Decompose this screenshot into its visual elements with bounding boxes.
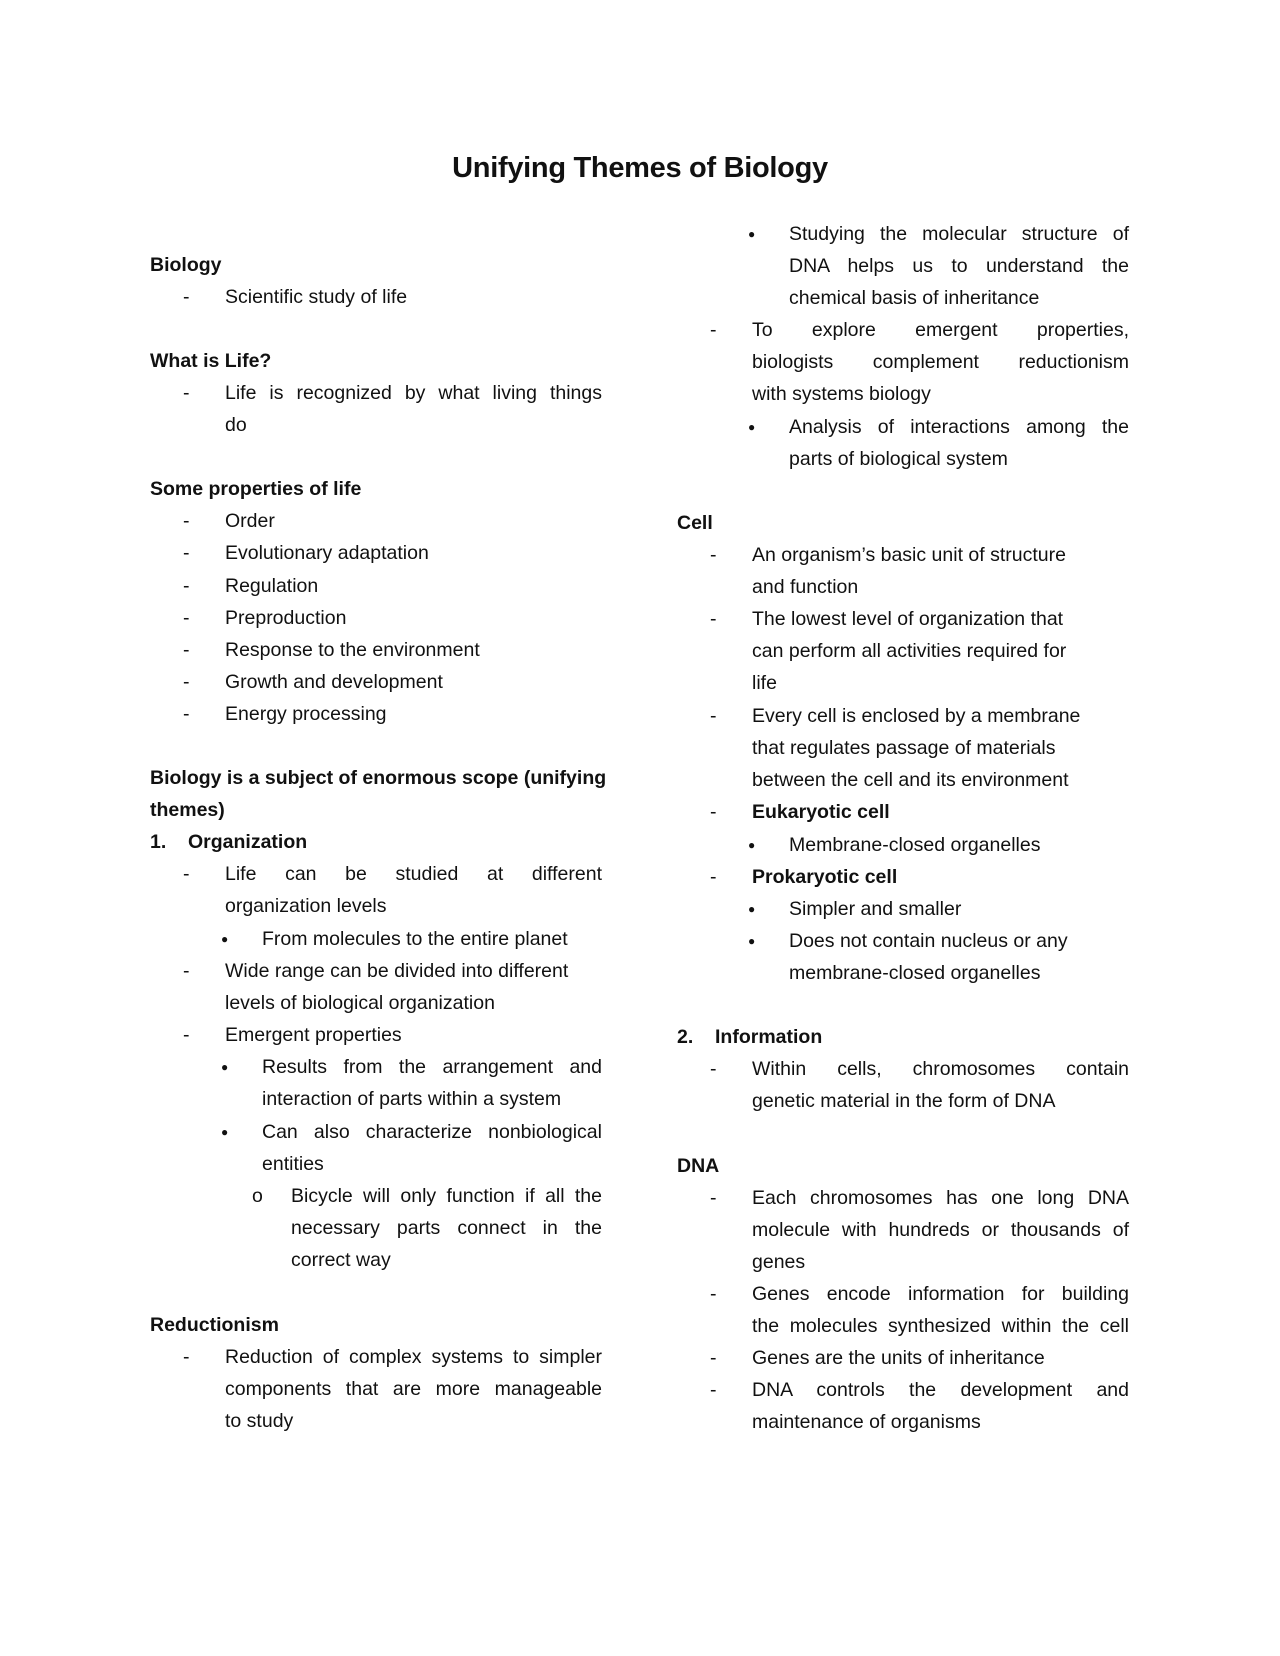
dash-marker: - — [183, 960, 190, 982]
list-item-text: genetic material in the form of DNA — [752, 1090, 1056, 1112]
list-item-text: levels of biological organization — [225, 992, 495, 1014]
bullet-icon: ● — [748, 420, 756, 434]
dash-marker: - — [183, 1024, 190, 1046]
list-item-text: Eukaryotic cell — [752, 801, 890, 823]
section-heading: Biology — [150, 254, 222, 276]
list-item-text: Bicycle will only function if all the — [291, 1185, 602, 1207]
list-item-text: biologists complement reductionism — [752, 351, 1129, 373]
section-heading: Organization — [188, 831, 308, 853]
list-item-text: To explore emergent properties, — [752, 319, 1129, 341]
list-item-text: Life is recognized by what living things — [225, 382, 602, 404]
list-item-text: An organism’s basic unit of structure — [752, 544, 1066, 566]
section-heading: Biology is a subject of enormous scope (unifying — [150, 767, 607, 789]
list-item-text: organization levels — [225, 895, 387, 917]
list-item-text: Every cell is enclosed by a membrane — [752, 705, 1081, 727]
list-item-text: do — [225, 414, 247, 436]
dash-marker: - — [710, 1283, 717, 1305]
list-item-text: Analysis of interactions among the — [789, 416, 1129, 438]
list-item-text: DNA controls the development and — [752, 1379, 1129, 1401]
list-item-text: interaction of parts within a system — [262, 1088, 562, 1110]
list-item-text: maintenance of organisms — [752, 1411, 981, 1433]
list-item-text: Wide range can be divided into different — [225, 960, 569, 982]
list-item-text: Reduction of complex systems to simpler — [225, 1346, 602, 1368]
dash-marker: - — [183, 863, 190, 885]
list-item-text: Genes encode information for building — [752, 1283, 1129, 1305]
dash-marker: - — [710, 1347, 717, 1369]
dash-marker: - — [710, 1379, 717, 1401]
list-item-text: the molecules synthesized within the cell — [752, 1315, 1129, 1337]
list-item-text: and function — [752, 576, 859, 598]
list-item-text: DNA helps us to understand the — [789, 255, 1129, 277]
list-item-text: Studying the molecular structure of — [789, 223, 1129, 245]
list-item-text: Response to the environment — [225, 639, 480, 661]
list-item-text: Life can be studied at different — [225, 863, 602, 885]
dash-marker: - — [710, 801, 717, 823]
list-item-text: Preproduction — [225, 607, 347, 629]
list-item-text: with systems biology — [752, 383, 931, 405]
list-item-text: The lowest level of organization that — [752, 608, 1064, 630]
bullet-icon: ● — [748, 227, 756, 241]
list-item-text: Prokaryotic cell — [752, 866, 898, 888]
bullet-icon: ● — [221, 1060, 229, 1074]
bullet-icon: ● — [748, 902, 756, 916]
list-item-text: chemical basis of inheritance — [789, 287, 1040, 309]
dash-marker: - — [710, 1187, 717, 1209]
section-heading: Cell — [677, 512, 713, 534]
list-item-text: Energy processing — [225, 703, 387, 725]
list-item-text: Simpler and smaller — [789, 898, 962, 920]
list-item-text: parts of biological system — [789, 448, 1008, 470]
section-heading: What is Life? — [150, 350, 272, 372]
list-item-text: Does not contain nucleus or any — [789, 930, 1068, 952]
list-item-text: Growth and development — [225, 671, 443, 693]
dash-marker: - — [183, 382, 190, 404]
list-item-text: Genes are the units of inheritance — [752, 1347, 1045, 1369]
list-item-text: necessary parts connect in the — [291, 1217, 602, 1239]
dash-marker: - — [183, 671, 190, 693]
bullet-icon: ● — [748, 838, 756, 852]
list-item-text: Regulation — [225, 575, 319, 597]
list-item-text: Each chromosomes has one long DNA — [752, 1187, 1129, 1209]
bullet-icon: ● — [221, 1125, 229, 1139]
list-item-text: entities — [262, 1153, 324, 1175]
dash-marker: - — [710, 866, 717, 888]
list-item-text: Emergent properties — [225, 1024, 402, 1046]
dash-marker: - — [183, 286, 190, 308]
list-item-text: genes — [752, 1251, 806, 1273]
dash-marker: - — [183, 703, 190, 725]
bullet-icon: ● — [748, 934, 756, 948]
list-item-text: Can also characterize nonbiological — [262, 1121, 602, 1143]
section-heading: themes) — [150, 799, 225, 821]
list-item-text: Results from the arrangement and — [262, 1056, 602, 1078]
list-number: 2. — [677, 1026, 694, 1048]
list-item-text: Membrane-closed organelles — [789, 834, 1041, 856]
dash-marker: - — [710, 705, 717, 727]
section-heading: DNA — [677, 1155, 720, 1177]
dash-marker: - — [183, 639, 190, 661]
list-item-text: can perform all activities required for — [752, 640, 1067, 662]
list-item-text: Scientific study of life — [225, 286, 408, 308]
section-heading: Some properties of life — [150, 478, 362, 500]
list-item-text: correct way — [291, 1249, 391, 1271]
list-item-text: molecule with hundreds or thousands of — [752, 1219, 1129, 1241]
dash-marker: - — [710, 544, 717, 566]
dash-marker: - — [710, 319, 717, 341]
dash-marker: - — [183, 575, 190, 597]
dash-marker: - — [183, 542, 190, 564]
page-title: Unifying Themes of Biology — [452, 152, 828, 184]
list-item-text: components that are more manageable — [225, 1378, 602, 1400]
list-item-text: to study — [225, 1410, 294, 1432]
section-heading: Information — [715, 1026, 823, 1048]
list-item-text: membrane-closed organelles — [789, 962, 1041, 984]
dash-marker: - — [183, 607, 190, 629]
dash-marker: - — [710, 608, 717, 630]
list-number: 1. — [150, 831, 167, 853]
list-item-text: that regulates passage of materials — [752, 737, 1056, 759]
dash-marker: - — [183, 510, 190, 532]
dash-marker: - — [710, 1058, 717, 1080]
section-heading: Reductionism — [150, 1314, 279, 1336]
list-item-text: life — [752, 672, 777, 694]
list-item-text: Order — [225, 510, 275, 532]
list-item-text: Within cells, chromosomes contain — [752, 1058, 1129, 1080]
dash-marker: - — [183, 1346, 190, 1368]
bullet-icon: ● — [221, 932, 229, 946]
list-item-text: Evolutionary adaptation — [225, 542, 429, 564]
list-item-text: between the cell and its environment — [752, 769, 1069, 791]
list-item-text: From molecules to the entire planet — [262, 928, 568, 950]
circle-bullet-icon: o — [252, 1185, 263, 1207]
